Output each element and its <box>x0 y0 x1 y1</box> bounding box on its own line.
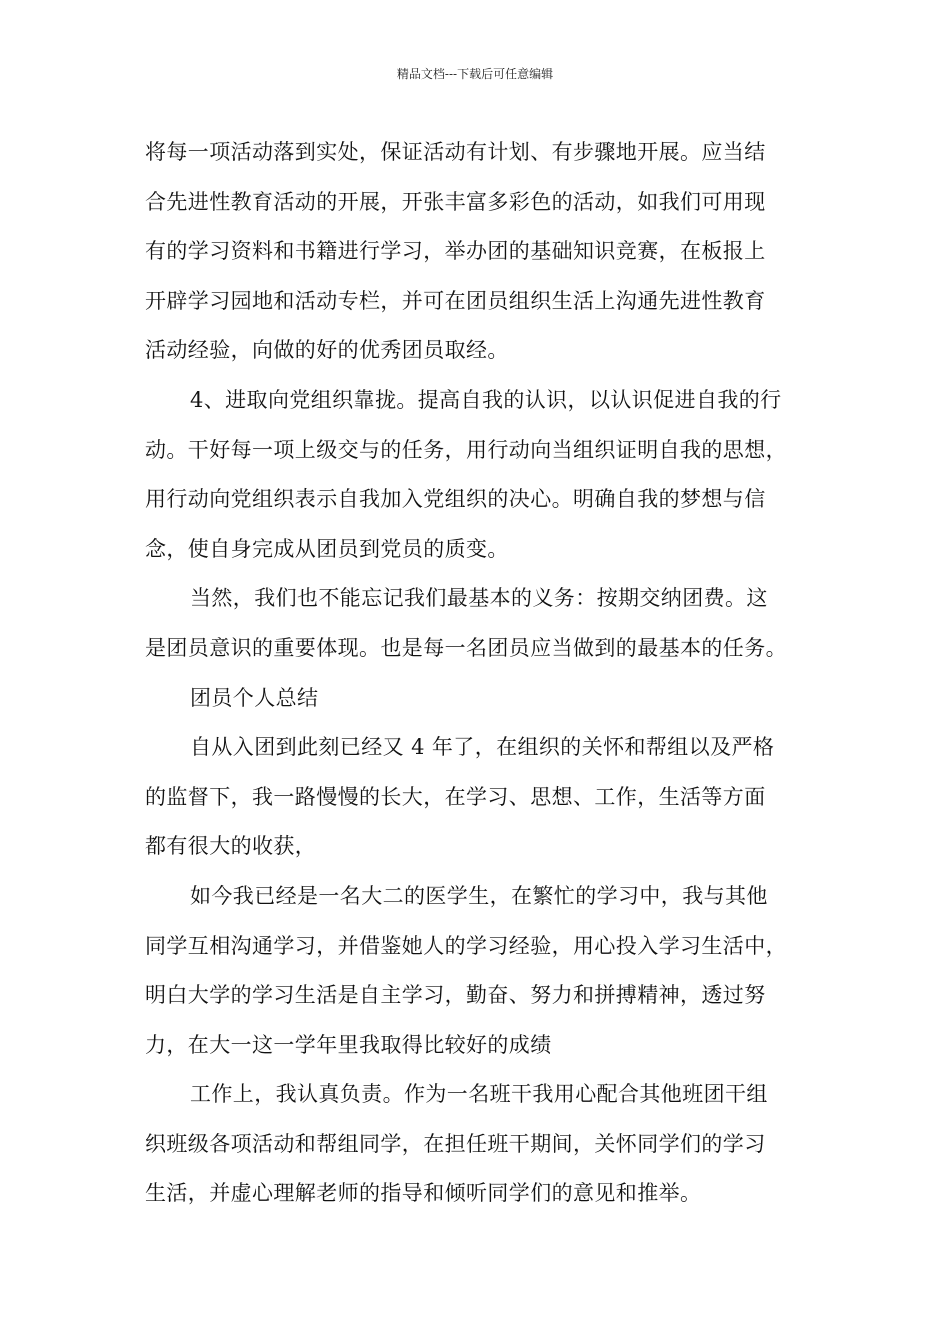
text-line: 明白大学的学习生活是自主学习，勤奋、努力和拼搏精神，透过努 <box>145 983 766 1008</box>
text-line: 动。干好每一项上级交与的任务，用行动向当组织证明自我的思想， <box>145 437 787 462</box>
text-line: 有的学习资料和书籍进行学习，举办团的基础知识竞赛，在板报上 <box>145 239 766 264</box>
text-line: 开辟学习园地和活动专栏，并可在团员组织生活上沟通先进性教育 <box>145 288 766 313</box>
paragraph-first-line: 如今我已经是一名大二的医学生，在繁忙的学习中，我与其他 <box>190 883 768 908</box>
document-body <box>145 128 825 1219</box>
paragraph-first-line: 4、进取向党组织靠拢。提高自我的认识，以认识促进自我的行 <box>190 387 782 412</box>
paragraph-first-line: 工作上，我认真负责。作为一名班干我用心配合其他班团干组 <box>190 1082 768 1107</box>
section-heading: 团员个人总结 <box>190 685 319 710</box>
text-line: 的监督下，我一路慢慢的长大，在学习、思想、工作，生活等方面 <box>145 784 766 809</box>
text-line: 力，在大一这一学年里我取得比较好的成绩 <box>145 1032 552 1057</box>
text-line: 活动经验，向做的好的优秀团员取经。 <box>145 338 509 363</box>
text-line: 将每一项活动落到实处，保证活动有计划、有步骤地开展。应当结 <box>145 140 766 164</box>
text-line: 是团员意识的重要体现。也是每一名团员应当做到的最基本的任务。 <box>145 635 787 660</box>
page-header: 精品文档---下载后可任意编辑 <box>396 67 554 81</box>
paragraph-first-line: 当然，我们也不能忘记我们最基本的义务：按期交纳团费。这 <box>190 586 768 611</box>
text-line: 都有很大的收获， <box>145 834 317 859</box>
text-line: 念，使自身完成从团员到党员的质变。 <box>145 536 509 561</box>
text-line: 用行动向党组织表示自我加入党组织的决心。明确自我的梦想与信 <box>145 487 766 512</box>
paragraph-first-line: 自从入团到此刻已经又 4 年了，在组织的关怀和帮组以及严格 <box>190 735 775 760</box>
text-line: 同学互相沟通学习，并借鉴她人的学习经验，用心投入学习生活中， <box>145 933 787 958</box>
text-line: 生活，并虚心理解老师的指导和倾听同学们的意见和推举。 <box>145 1181 702 1206</box>
text-line: 织班级各项活动和帮组同学，在担任班干期间，关怀同学们的学习 <box>145 1131 766 1156</box>
text-line: 合先进性教育活动的开展，开张丰富多彩色的活动，如我们可用现 <box>145 189 766 214</box>
